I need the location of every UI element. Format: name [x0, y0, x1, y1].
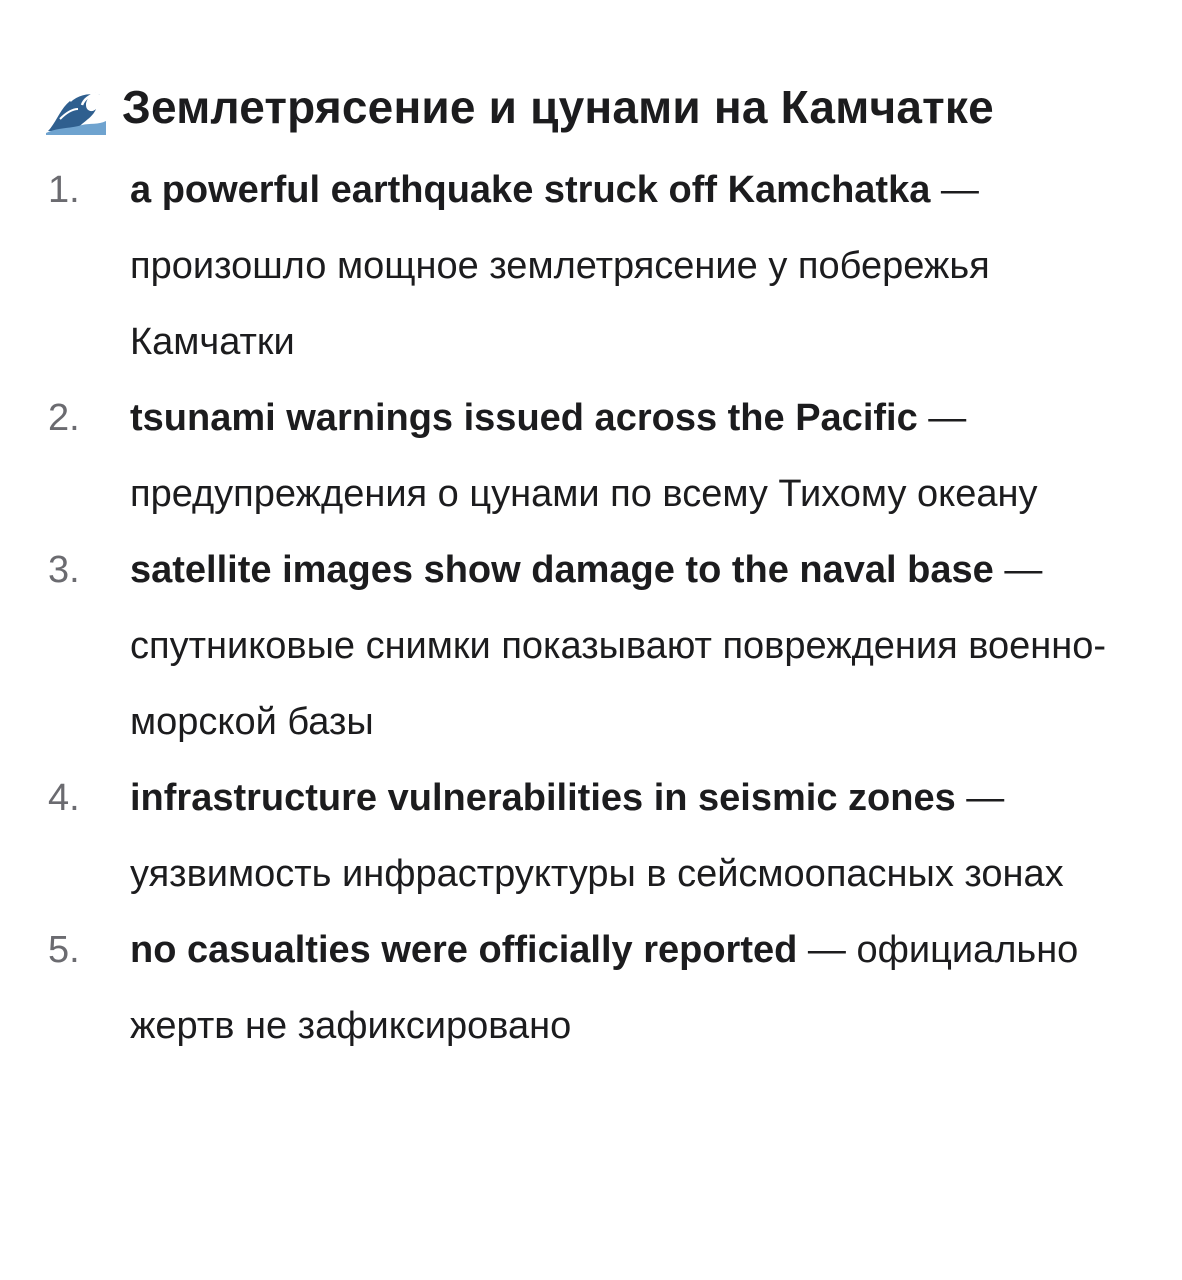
item-number: 3. [48, 549, 80, 591]
list-item [0, 912, 1140, 1064]
separator-dash: — [940, 169, 979, 211]
separator-dash: — [966, 777, 1005, 819]
separator-dash: — [928, 397, 967, 439]
russian-translation: произошло мощное землетрясение у побережья Камчатки [130, 245, 990, 363]
list-item [0, 152, 1140, 380]
separator-dash: — [807, 929, 846, 971]
item-number: 1. [48, 169, 80, 211]
list-item [0, 760, 1140, 912]
russian-translation: предупреждения о цунами по всему Тихому океану [130, 473, 1038, 515]
page-title: Землетрясение и цунами на Камчатке [122, 81, 994, 133]
russian-translation: уязвимость инфраструктуры в сейсмоопасных зонах [130, 853, 1064, 895]
item-number: 2. [48, 397, 80, 439]
english-phrase: tsunami warnings issued across the Pacific [130, 397, 918, 439]
list-item [0, 532, 1140, 760]
list-item [0, 380, 1140, 532]
english-phrase: satellite images show damage to the naval base [130, 549, 994, 591]
english-phrase: infrastructure vulnerabilities in seismic zones [130, 777, 956, 819]
russian-translation: официально жертв не зафиксировано [130, 929, 1079, 1047]
item-number: 5. [48, 929, 80, 971]
title-row [46, 72, 994, 142]
english-phrase: no casualties were officially reported [130, 929, 798, 971]
separator-dash: — [1004, 549, 1043, 591]
russian-translation: спутниковые снимки показывают повреждения военно-морской базы [130, 625, 1107, 743]
wave-icon [46, 79, 106, 135]
english-phrase: a powerful earthquake struck off Kamchatka [130, 169, 931, 211]
vocabulary-list [0, 152, 1182, 1064]
item-number: 4. [48, 777, 80, 819]
